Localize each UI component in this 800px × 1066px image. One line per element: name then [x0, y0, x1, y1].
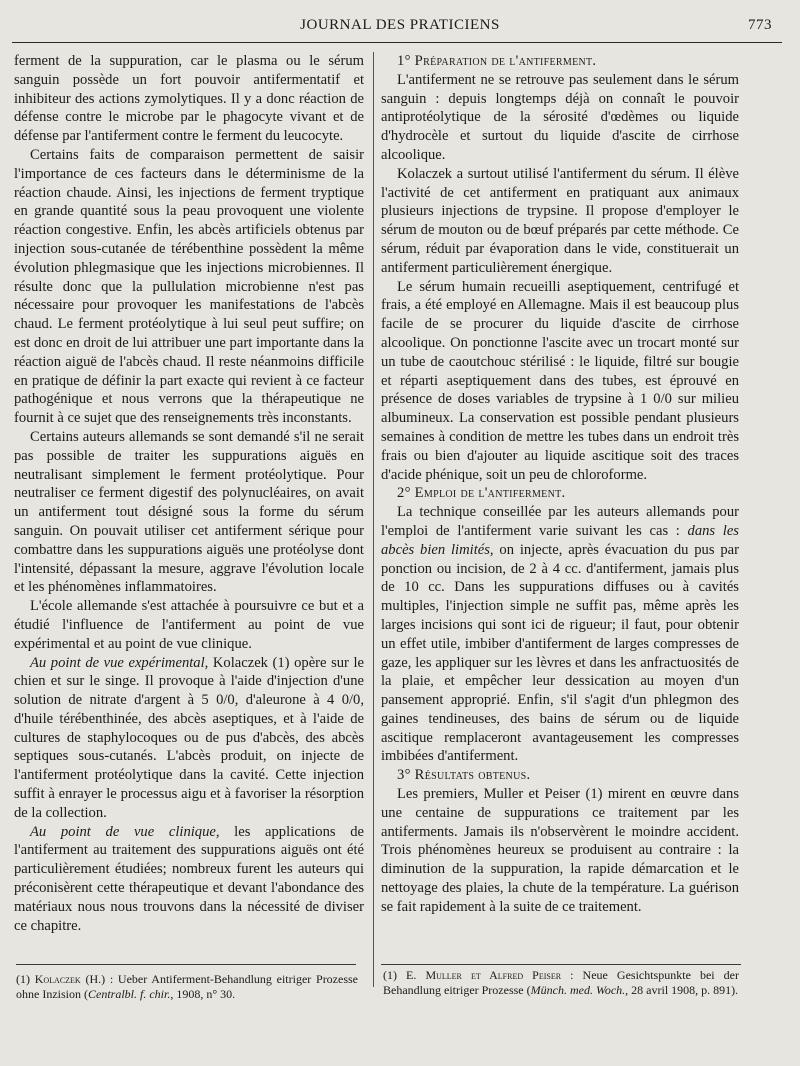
- italic-lead: Au point de vue clinique,: [30, 823, 220, 840]
- journal-title: JOURNAL DES PRATICIENS: [300, 17, 500, 33]
- column-divider: [373, 52, 374, 987]
- paragraph: Certains faits de comparaison permettent de saisir l'importance de ces facteurs dans le déterminisme de la réaction chaude. Ainsi, les injections de ferment tryptique en grande quantité sous la peau provoquent une violente réaction congestive. Enfin, les abcès artificiels obtenus par injection sous-cutanée de térébenthine possèdent la même évolution phlegmasique que les injections microbiennes. Il résulte donc que la pullulation microbienne n'est pas nécessaire pour provoquer les manifestations de l'abcès chaud. Le ferment protéolytique à lui seul peut suffire; on est donc en droit de lui attribuer une part importante dans la réaction aiguë de l'abcès chaud. Il reste néanmoins difficile en pratique de définir la part exacte qui revient à ce facteur pathogénique et nous verrons que la thérapeutique ne fournit à ce sujet que des renseignements très inconstants.: [14, 146, 364, 427]
- paragraph: Les premiers, Muller et Peiser (1) mirent en œuvre dans une centaine de suppurations ce traitement par les antiferments. Jamais ils n'observèrent le moindre accident. Trois phénomènes heureux se produisent au contraire : la diminution de la suppuration, la rapide démarcation et le nettoyage des plaies, la chute de la température. La guérison se fait rapidement à la suite de ce traitement.: [381, 786, 739, 915]
- section-heading: 1° Préparation de l'antiferment.: [397, 53, 597, 69]
- paragraph-text: Kolaczek (1) opère sur le chien et sur le singe. Il provoque à l'aide d'injection d'une solution de nitrate d'argent à 5 0/0, d'aleurone à 4 0/0, d'huile térébenthinée, des abcès aseptiques, et à l'aide de cultures de staphylocoques ou de pus d'abcès, des abcès septiques sous-cutanés. L'abcès produit, on injecte de l'antiferment protéolytique dans la cavité. Cette injection suffit à enrayer le processus aigu et à favoriser la résorption de la collection.: [14, 654, 364, 821]
- footnote-author: (1) Kolaczek (H.) :: [16, 972, 114, 986]
- footnote-journal: Centralbl. f. chir.: [87, 986, 171, 1001]
- paragraph: L'école allemande s'est attachée à poursuivre ce but et a étudié l'influence de l'antiferment au point de vue expérimental et au point de vue clinique.: [14, 598, 364, 652]
- left-column: [14, 52, 364, 962]
- italic-lead: Au point de vue expérimental,: [30, 654, 209, 671]
- paragraph: Kolaczek a surtout utilisé l'antiferment du sérum. Il élève l'activité de cet antiferment en pratiquant aux animaux plusieurs injections de trypsine. Il propose d'employer le sérum de mouton ou de bœuf préparés par cette méthode. Ce sérum, réduit par évaporation dans le vide, constituerait un antiferment particulièrement énergique.: [381, 165, 739, 276]
- section-heading: 3° Résultats obtenus.: [397, 767, 531, 784]
- page-number: 773: [748, 17, 772, 33]
- footnote-rule-right: [381, 964, 741, 965]
- running-head: [0, 14, 800, 36]
- paragraph: Le sérum humain recueilli aseptiquement, centrifugé et frais, a été employé en Allemagne. Mais il est beaucoup plus facile de se procurer du liquide d'ascite de cirrhose alcoolique. On ponctionne l'ascite avec un trocart monté sur un tube de caoutchouc stérilisé : le liquide, filtré sur bougie et réparti aseptiquement dans des tubes, est éprouvé en présence de doses variables de trypsine à 1 0/0 sur milieu albumineux. La conservation est possible pendant plusieurs semaines à condition de mettre les tubes dans un endroit très frais ou bien d'ajouter au liquide ascitique soit des traces d'acide phénique, soit un peu de chloroforme.: [381, 278, 739, 483]
- footnote-journal: Münch. med. Woch.: [530, 982, 626, 997]
- italic-phrase: dans les abcès bien limités,: [381, 522, 739, 558]
- paragraph-text: les applications de l'antiferment au traitement des suppurations aiguës ont été particulièrement étudiées; nombreux furent les auteurs qui préconisèrent cette thérapeutique et devant l'abondance des matériaux nous nous trouvons dans la nécessité de diviser ce chapitre.: [14, 823, 364, 934]
- footnote-text: Ueber Antiferment-Behandlung eitriger Prozesse ohne Inzision (: [16, 972, 359, 1001]
- paragraph: L'antiferment ne se retrouve pas seulement dans le sérum sanguin : depuis longtemps déjà on connaît le pouvoir antiprotéolytique de la sérosité d'œdèmes ou liquide d'hydrocèle et surtout du liquide d'ascite de cirrhose alcoolique.: [381, 71, 739, 163]
- header-rule: [12, 42, 782, 43]
- footnote-text: , 1908, n° 30.: [170, 986, 236, 1001]
- footnote-text: , 28 avril 1908, p. 891).: [625, 982, 739, 997]
- footnote-text: Neue Gesichtspunkte bei der Behandlung eitriger Prozesse (: [383, 968, 739, 997]
- footnote-author: (1) E. Muller et Alfred Peiser :: [383, 968, 574, 982]
- paragraph: [14, 823, 364, 936]
- footnote-right: [383, 968, 739, 997]
- footnote-left: [16, 972, 358, 1001]
- paragraph: ferment de la suppuration, car le plasma ou le sérum sanguin possède un fort pouvoir antifermentatif et inhibiteur des actions zymolytiques. Il y a donc réaction de défense contre le microbe par le phagocyte vivant et de défense par l'antiferment contre le ferment du leucocyte.: [14, 53, 364, 145]
- paragraph-text: on injecte, après évacuation du pus par ponction ou incision, de 2 à 4 cc. d'antiferment, jamais plus de 10 cc. Dans les suppurations diffuses ou à cavités multiples, l'injection simple ne suffit pas, même après les larges incisions qui sont ici de rigueur; il faut, pour obtenir un effet utile, imbiber d'antiferment de larges compresses de gaze, les appliquer sur les lèvres et dans les anfractuosités de la plaie, et empêcher leur dessication au moyen d'un pansement approprié. Enfin, s'il s'agit d'un phlegmon des gaines tendineuses, des bains de sérum ou de liquide ascitique remplaceront avantageusement les compresses imbibées d'antiferment.: [381, 541, 739, 765]
- paragraph: [14, 654, 364, 823]
- footnote-rule-left: [16, 964, 356, 965]
- section-heading: 2° Emploi de l'antiferment.: [397, 485, 566, 502]
- right-column: [381, 52, 739, 962]
- paragraph: [381, 503, 739, 766]
- paragraph: Certains auteurs allemands se sont demandé s'il ne serait pas possible de traiter les suppurations aiguës en neutralisant simplement le ferment protéolytique. Pour neutraliser ce ferment digestif des polynucléaires, on avait un antiferment tout désigné sous la forme du sérum sanguin. On pouvait utiliser cet antiferment sérique pour combattre dans les suppurations aiguës une protéolyse dont l'intensité, dépassant la mesure, aggrave l'évolution locale et les phénomènes inflammatoires.: [14, 428, 364, 596]
- paragraph-text: La technique conseillée par les auteurs allemands pour l'emploi de l'antiferment varie suivant les cas :: [381, 504, 739, 539]
